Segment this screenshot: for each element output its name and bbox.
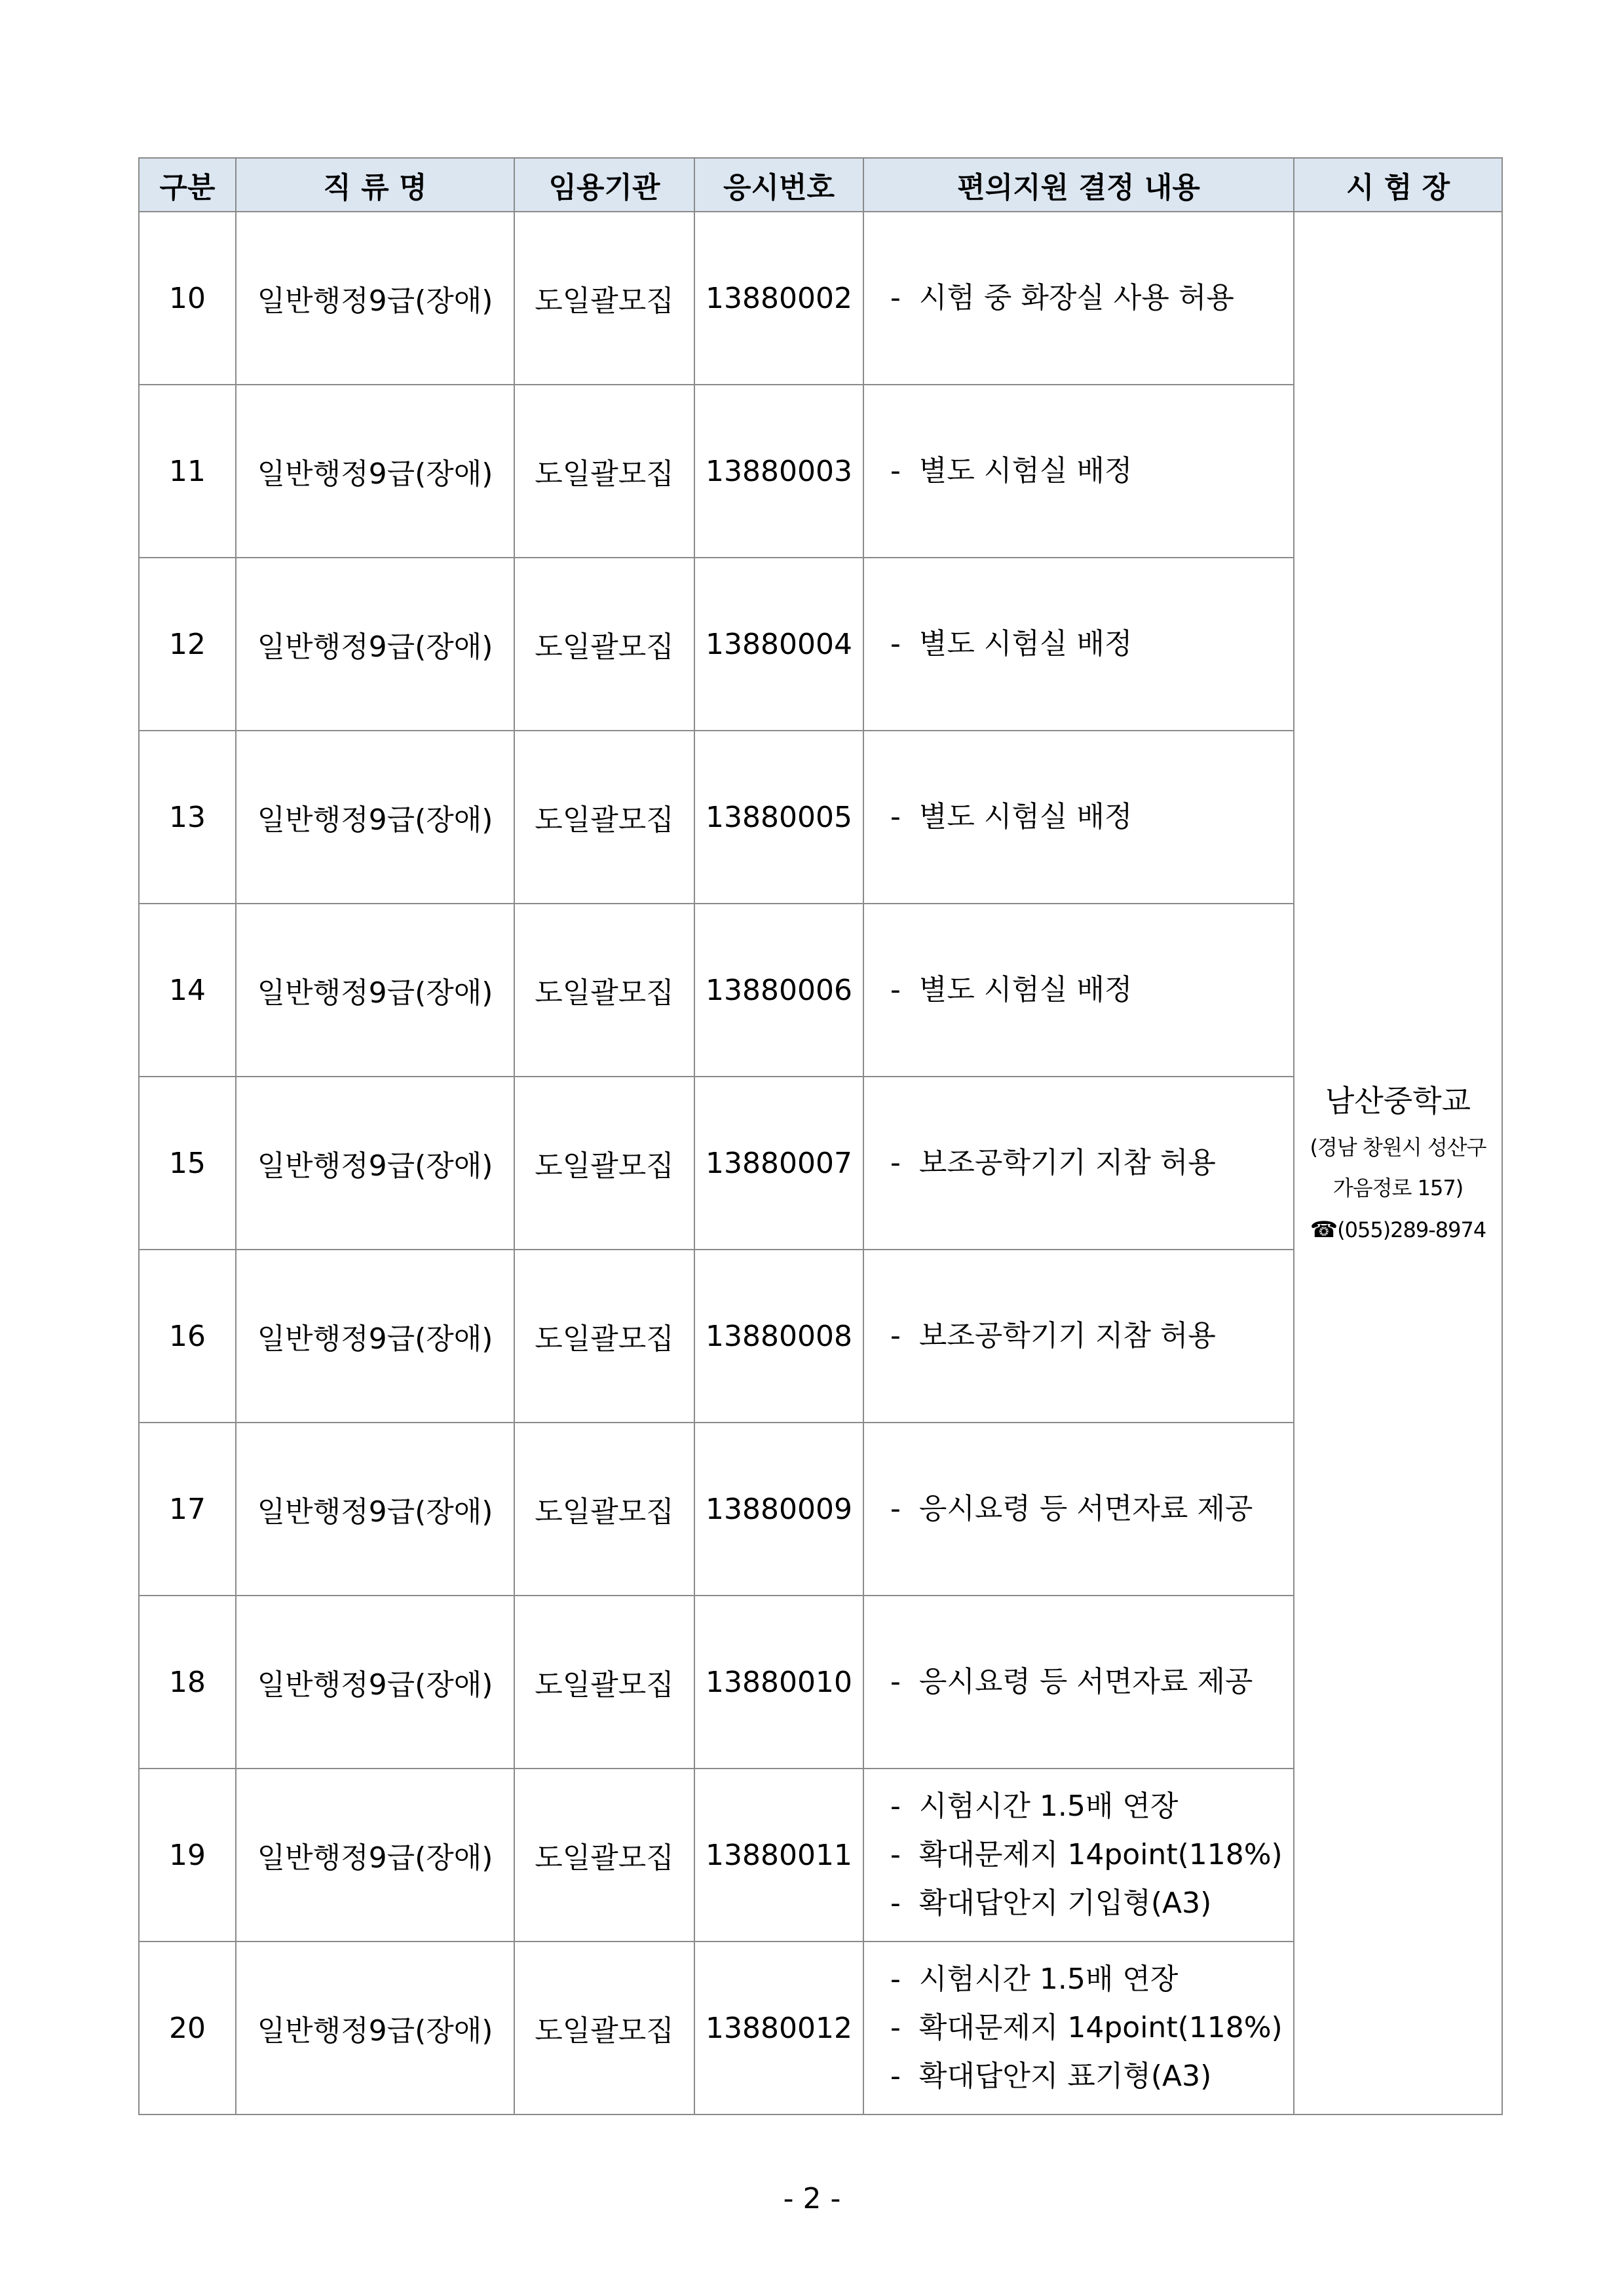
support-decision-cell [863,731,1294,904]
header-exam-venue: 시 험 장 [1294,158,1502,212]
row-number-cell: 12 [139,558,236,731]
venue-address-line2: 가음정로 157) [1332,1176,1463,1200]
hiring-agency-cell: 도일괄모집 [514,385,694,558]
job-series-cell: 일반행정9급(장애) [236,1942,514,2114]
hiring-agency-cell: 도일괄모집 [514,558,694,731]
support-item: - 보조공학기기 지참 허용 [890,1139,1293,1187]
job-series-cell: 일반행정9급(장애) [236,731,514,904]
support-decision-cell [863,1250,1294,1423]
job-series-cell: 일반행정9급(장애) [236,385,514,558]
header-exam-number: 응시번호 [694,158,863,212]
exam-number-cell: 13880008 [694,1250,863,1423]
support-decision-cell [863,1942,1294,2114]
exam-number-cell: 13880010 [694,1596,863,1769]
table-body [139,212,1502,2114]
job-series-cell: 일반행정9급(장애) [236,1423,514,1596]
exam-number-cell: 13880012 [694,1942,863,2114]
exam-number-cell: 13880011 [694,1769,863,1942]
job-series-cell: 일반행정9급(장애) [236,558,514,731]
support-decision-cell [863,212,1294,385]
support-decision-cell [863,558,1294,731]
hiring-agency-cell: 도일괄모집 [514,1077,694,1250]
exam-number-cell: 13880004 [694,558,863,731]
row-number-cell: 18 [139,1596,236,1769]
support-item: - 시험시간 1.5배 연장 [890,1955,1293,2004]
header-hiring-agency: 임용기관 [514,158,694,212]
job-series-cell: 일반행정9급(장애) [236,1769,514,1942]
venue-phone [1294,1208,1501,1252]
row-number-cell: 11 [139,385,236,558]
row-number-cell: 13 [139,731,236,904]
exam-number-cell: 13880003 [694,385,863,558]
support-item: - 별도 시험실 배정 [890,620,1293,668]
job-series-cell: 일반행정9급(장애) [236,212,514,385]
hiring-agency-cell: 도일괄모집 [514,904,694,1077]
page-number: - 2 - [0,2182,1624,2215]
support-item: - 시험 중 화장실 사용 허용 [890,274,1293,322]
row-number-cell: 10 [139,212,236,385]
job-series-cell: 일반행정9급(장애) [236,904,514,1077]
support-decision-cell [863,1596,1294,1769]
hiring-agency-cell: 도일괄모집 [514,1769,694,1942]
exam-number-cell: 13880007 [694,1077,863,1250]
exam-number-cell: 13880005 [694,731,863,904]
support-decision-cell [863,1423,1294,1596]
header-support-decision: 편의지원 결정 내용 [863,158,1294,212]
job-series-cell: 일반행정9급(장애) [236,1250,514,1423]
support-item: - 시험시간 1.5배 연장 [890,1782,1293,1831]
venue-address-line1: (경남 창원시 성산구 [1310,1135,1486,1160]
table-row [139,212,1502,385]
row-number-cell: 14 [139,904,236,1077]
support-item: - 별도 시험실 배정 [890,447,1293,495]
hiring-agency-cell: 도일괄모집 [514,1250,694,1423]
exam-number-cell: 13880009 [694,1423,863,1596]
support-item: - 응시요령 등 서면자료 제공 [890,1485,1293,1533]
venue-name: 남산중학교 [1325,1083,1471,1119]
support-decision-cell [863,385,1294,558]
support-item: - 별도 시험실 배정 [890,966,1293,1014]
support-decision-table [138,157,1503,2115]
exam-number-cell: 13880006 [694,904,863,1077]
hiring-agency-cell: 도일괄모집 [514,731,694,904]
support-item: - 확대문제지 14point(118%) [890,1831,1293,1879]
support-item: - 확대답안지 기입형(A3) [890,1879,1293,1928]
exam-number-cell: 13880002 [694,212,863,385]
support-decision-cell [863,904,1294,1077]
job-series-cell: 일반행정9급(장애) [236,1077,514,1250]
header-category: 구분 [139,158,236,212]
support-item: - 보조공학기기 지참 허용 [890,1312,1293,1360]
row-number-cell: 20 [139,1942,236,2114]
exam-venue-cell [1294,212,1502,2114]
row-number-cell: 16 [139,1250,236,1423]
hiring-agency-cell: 도일괄모집 [514,1596,694,1769]
table-header-row [139,158,1502,212]
support-decision-cell [863,1769,1294,1942]
hiring-agency-cell: 도일괄모집 [514,1423,694,1596]
job-series-cell: 일반행정9급(장애) [236,1596,514,1769]
phone-icon: ☎ [1310,1217,1338,1243]
row-number-cell: 17 [139,1423,236,1596]
hiring-agency-cell: 도일괄모집 [514,1942,694,2114]
venue-phone-number: (055)289-8974 [1337,1217,1486,1242]
row-number-cell: 19 [139,1769,236,1942]
support-item: - 확대문제지 14point(118%) [890,2004,1293,2052]
hiring-agency-cell: 도일괄모집 [514,212,694,385]
support-item: - 응시요령 등 서면자료 제공 [890,1658,1293,1706]
row-number-cell: 15 [139,1077,236,1250]
support-item: - 확대답안지 표기형(A3) [890,2052,1293,2101]
header-job-series: 직 류 명 [236,158,514,212]
support-item: - 별도 시험실 배정 [890,793,1293,841]
support-decision-cell [863,1077,1294,1250]
